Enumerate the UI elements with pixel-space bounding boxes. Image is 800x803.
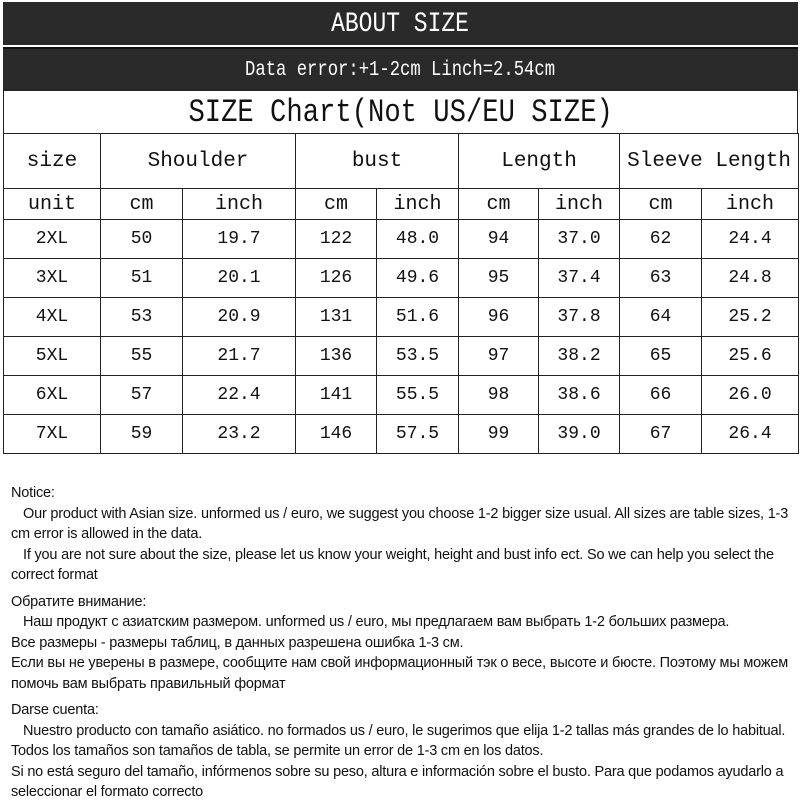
unit-row xyxy=(4,189,799,220)
value-cell: 126 xyxy=(296,259,377,298)
value-cell: 38.6 xyxy=(539,376,620,415)
value-cell: 53.5 xyxy=(377,337,459,376)
size-cell: 2XL xyxy=(4,220,101,259)
value-cell: 57 xyxy=(101,376,183,415)
value-cell: 141 xyxy=(296,376,377,415)
bust-header: bust xyxy=(296,134,459,189)
value-cell: 26.4 xyxy=(702,415,799,454)
value-cell: 48.0 xyxy=(377,220,459,259)
value-cell: 21.7 xyxy=(183,337,296,376)
value-cell: 37.0 xyxy=(539,220,620,259)
value-cell: 122 xyxy=(296,220,377,259)
value-cell: 25.6 xyxy=(702,337,799,376)
value-cell: 146 xyxy=(296,415,377,454)
value-cell: 65 xyxy=(620,337,702,376)
value-cell: 53 xyxy=(101,298,183,337)
header-row xyxy=(4,134,799,189)
value-cell: 96 xyxy=(459,298,539,337)
size-chart-title-box xyxy=(3,89,798,133)
unit-inch: inch xyxy=(539,189,620,220)
value-cell: 57.5 xyxy=(377,415,459,454)
value-cell: 67 xyxy=(620,415,702,454)
value-cell: 19.7 xyxy=(183,220,296,259)
notice-en-p2: If you are not sure about the size, please let us know your weight, height and bust info ect. So we can help you select the correct format xyxy=(11,546,774,583)
table-row xyxy=(4,259,799,298)
size-cell: 6XL xyxy=(4,376,101,415)
value-cell: 97 xyxy=(459,337,539,376)
notice-es-p2: Si no está seguro del tamaño, infórmenos sobre su peso, altura e información sobre el busto. Para que podamos ayudarlo a seleccionar el formato correcto xyxy=(11,763,784,800)
value-cell: 59 xyxy=(101,415,183,454)
value-cell: 64 xyxy=(620,298,702,337)
unit-inch: inch xyxy=(183,189,296,220)
size-chart-title: SIZE Chart(Not US/EU SIZE) xyxy=(188,94,613,131)
size-cell: 3XL xyxy=(4,259,101,298)
table-row xyxy=(4,298,799,337)
about-size-header xyxy=(3,2,798,45)
unit-cm: cm xyxy=(620,189,702,220)
value-cell: 20.1 xyxy=(183,259,296,298)
notice-title-ru: Обратите внимание: xyxy=(11,593,147,610)
about-size-title: ABOUT SIZE xyxy=(331,9,470,40)
shoulder-header: Shoulder xyxy=(101,134,296,189)
sleeve-length-header: Sleeve Length xyxy=(620,134,799,189)
value-cell: 99 xyxy=(459,415,539,454)
value-cell: 98 xyxy=(459,376,539,415)
value-cell: 26.0 xyxy=(702,376,799,415)
value-cell: 38.2 xyxy=(539,337,620,376)
value-cell: 55 xyxy=(101,337,183,376)
table-row xyxy=(4,376,799,415)
data-error-text: Data error:+1-2cm Linch=2.54cm xyxy=(245,59,556,82)
value-cell: 51.6 xyxy=(377,298,459,337)
value-cell: 95 xyxy=(459,259,539,298)
notice-en-p1: Our product with Asian size. unformed us / euro, we suggest you choose 1-2 bigger size usual. All sizes are table sizes, 1-3 cm error is allowed in the data. xyxy=(11,505,789,542)
unit-cm: cm xyxy=(101,189,183,220)
value-cell: 37.8 xyxy=(539,298,620,337)
unit-header: unit xyxy=(4,189,101,220)
size-cell: 4XL xyxy=(4,298,101,337)
value-cell: 37.4 xyxy=(539,259,620,298)
value-cell: 24.8 xyxy=(702,259,799,298)
value-cell: 50 xyxy=(101,220,183,259)
value-cell: 136 xyxy=(296,337,377,376)
unit-inch: inch xyxy=(702,189,799,220)
size-cell: 7XL xyxy=(4,415,101,454)
value-cell: 20.9 xyxy=(183,298,296,337)
value-cell: 51 xyxy=(101,259,183,298)
value-cell: 25.2 xyxy=(702,298,799,337)
value-cell: 94 xyxy=(459,220,539,259)
notice-es-p1: Nuestro producto con tamaño asiático. no formados us / euro, le sugerimos que elija 1-2 tallas más grandes de lo habitual. Todos los tamaños son tamaños de tabla, se permite un error de 1-3 cm en los datos. xyxy=(11,722,786,759)
size-table xyxy=(3,133,799,454)
value-cell: 131 xyxy=(296,298,377,337)
value-cell: 24.4 xyxy=(702,220,799,259)
size-cell: 5XL xyxy=(4,337,101,376)
notes-section xyxy=(11,483,791,803)
value-cell: 63 xyxy=(620,259,702,298)
value-cell: 49.6 xyxy=(377,259,459,298)
notice-title-en: Notice: xyxy=(11,485,55,501)
size-header: size xyxy=(4,134,101,189)
length-header: Length xyxy=(459,134,620,189)
notice-title-es: Darse cuenta: xyxy=(11,702,99,718)
value-cell: 23.2 xyxy=(183,415,296,454)
unit-inch: inch xyxy=(377,189,459,220)
notice-ru-p2: Все размеры - размеры таблиц, в данных разрешена ошибка 1-3 см. xyxy=(11,634,464,651)
unit-cm: cm xyxy=(459,189,539,220)
value-cell: 55.5 xyxy=(377,376,459,415)
value-cell: 22.4 xyxy=(183,376,296,415)
data-error-banner xyxy=(3,47,798,91)
value-cell: 62 xyxy=(620,220,702,259)
table-row xyxy=(4,415,799,454)
unit-cm: cm xyxy=(296,189,377,220)
notice-ru-p3: Если вы не уверены в размере, сообщите нам свой информационный тэк о весе, высоте и бюсте. Поэтому мы можем помочь вам выбрать правильный формат xyxy=(11,655,788,692)
value-cell: 39.0 xyxy=(539,415,620,454)
table-row xyxy=(4,220,799,259)
notice-ru-p1: Наш продукт с азиатским размером. unformed us / euro, мы предлагаем вам выбрать 1-2 больших размера. xyxy=(23,614,730,630)
table-row xyxy=(4,337,799,376)
value-cell: 66 xyxy=(620,376,702,415)
